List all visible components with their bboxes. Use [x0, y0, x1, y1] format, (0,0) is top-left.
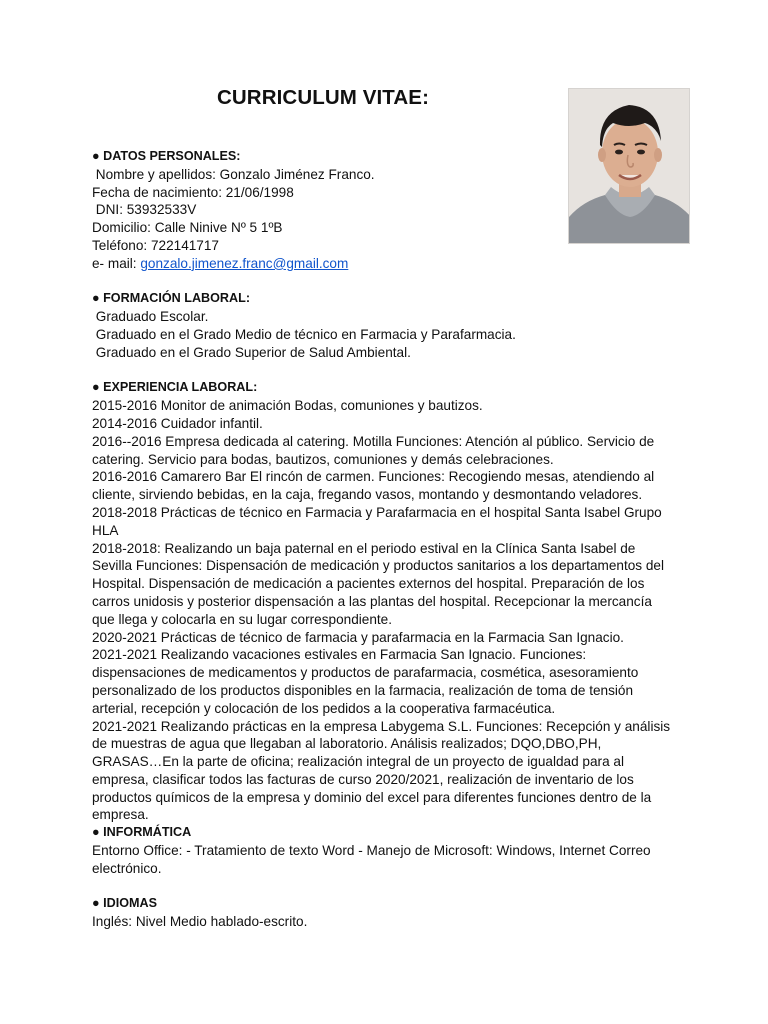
spacer [92, 273, 672, 291]
experiencia-item: 2021-2021 Realizando prácticas en la empresa Labygema S.L. Funciones: Recepción y análisis de muestras de agua que llegaban al laboratorio. Análisis realizados; DQO,DBO,PH, GRASAS…En la parte de oficina; realización integral de un proyecto de igualdad para al empresa, clasificar todos las facturas de curso 2020/2021, realización de inventario de los productos químicos de la empresa y dominio del excel para diferentes funciones dentro de la empresa. [92, 718, 671, 823]
email-line [92, 255, 672, 273]
cv-body [92, 148, 672, 931]
experiencia-item: 2020-2021 Prácticas de técnico de farmacia y parafarmacia en la Farmacia San Ignacio. [92, 629, 624, 645]
formacion-item: Graduado en el Grado Medio de técnico en Farmacia y Parafarmacia. [92, 326, 516, 342]
email-link[interactable]: gonzalo.jimenez.franc@gmail.com [140, 255, 349, 271]
spacer [92, 878, 672, 896]
section-heading-experiencia: ● EXPERIENCIA LABORAL: [92, 380, 258, 395]
experiencia-item: 2016--2016 Empresa dedicada al catering. Motilla Funciones: Atención al público. Servicio de catering. Servicio para bodas, bautizos, comuniones y demás celebraciones. [92, 433, 655, 467]
dni-line: DNI: 53932533V [92, 202, 197, 218]
document-title: CURRICULUM VITAE: [217, 86, 429, 109]
section-heading-informatica: ● INFORMÁTICA [92, 825, 192, 840]
formacion-item: Graduado en el Grado Superior de Salud Ambiental. [92, 344, 411, 360]
section-heading-datos-personales: ● DATOS PERSONALES: [92, 149, 241, 163]
email-label: e- mail: [92, 255, 141, 271]
nombre-line: Nombre y apellidos: Gonzalo Jiménez Franco. [92, 166, 375, 182]
experiencia-item: 2018-2018: Realizando un baja paternal en el periodo estival en la Clínica Santa Isabel de Sevilla Funciones: Dispensación de medicación y productos sanitarios a los departamentos del Hospital. Dispensación de medicación a pacientes externos del hospital. Preparación de los carros unidosis y posterior dispensación a las plantas del hospital. Recepcionar la mercancía que llega y colocarla en su lugar correspondiente. [92, 540, 665, 627]
section-heading-idiomas: ● IDIOMAS [92, 896, 157, 911]
spacer [92, 362, 672, 380]
idiomas-text: Inglés: Nivel Medio hablado-escrito. [92, 914, 308, 930]
fecha-nacimiento-line: Fecha de nacimiento: 21/06/1998 [92, 184, 294, 200]
experiencia-item: 2018-2018 Prácticas de técnico en Farmacia y Parafarmacia en el hospital Santa Isabel Grupo HLA [92, 504, 662, 538]
informatica-text: Entorno Office: - Tratamiento de texto Word - Manejo de Microsoft: Windows, Internet Correo electrónico. [92, 843, 651, 876]
section-heading-formacion: ● FORMACIÓN LABORAL: [92, 291, 251, 306]
experiencia-item: 2015-2016 Monitor de animación Bodas, comuniones y bautizos. [92, 398, 483, 414]
telefono-line: Teléfono: 722141717 [92, 237, 219, 253]
experiencia-item: 2014-2016 Cuidador infantil. [92, 415, 263, 431]
experiencia-item: 2021-2021 Realizando vacaciones estivales en Farmacia San Ignacio. Funciones: dispensaciones de medicamentos y productos de parafarmacia, cosmética, asesoramiento personalizado de los productos disponibles en la farmacia, realización de toma de tensión arterial, recepción y colocación de los pedidos a la cooperativa farmacéutica. [92, 647, 639, 716]
formacion-item: Graduado Escolar. [92, 309, 209, 325]
experiencia-item: 2016-2016 Camarero Bar El rincón de carmen. Funciones: Recogiendo mesas, atendiendo al cliente, sirviendo bebidas, en la caja, fregando vasos, montando y desmontando veladores. [92, 469, 655, 503]
domicilio-line: Domicilio: Calle Ninive Nº 5 1ºB [92, 220, 283, 236]
